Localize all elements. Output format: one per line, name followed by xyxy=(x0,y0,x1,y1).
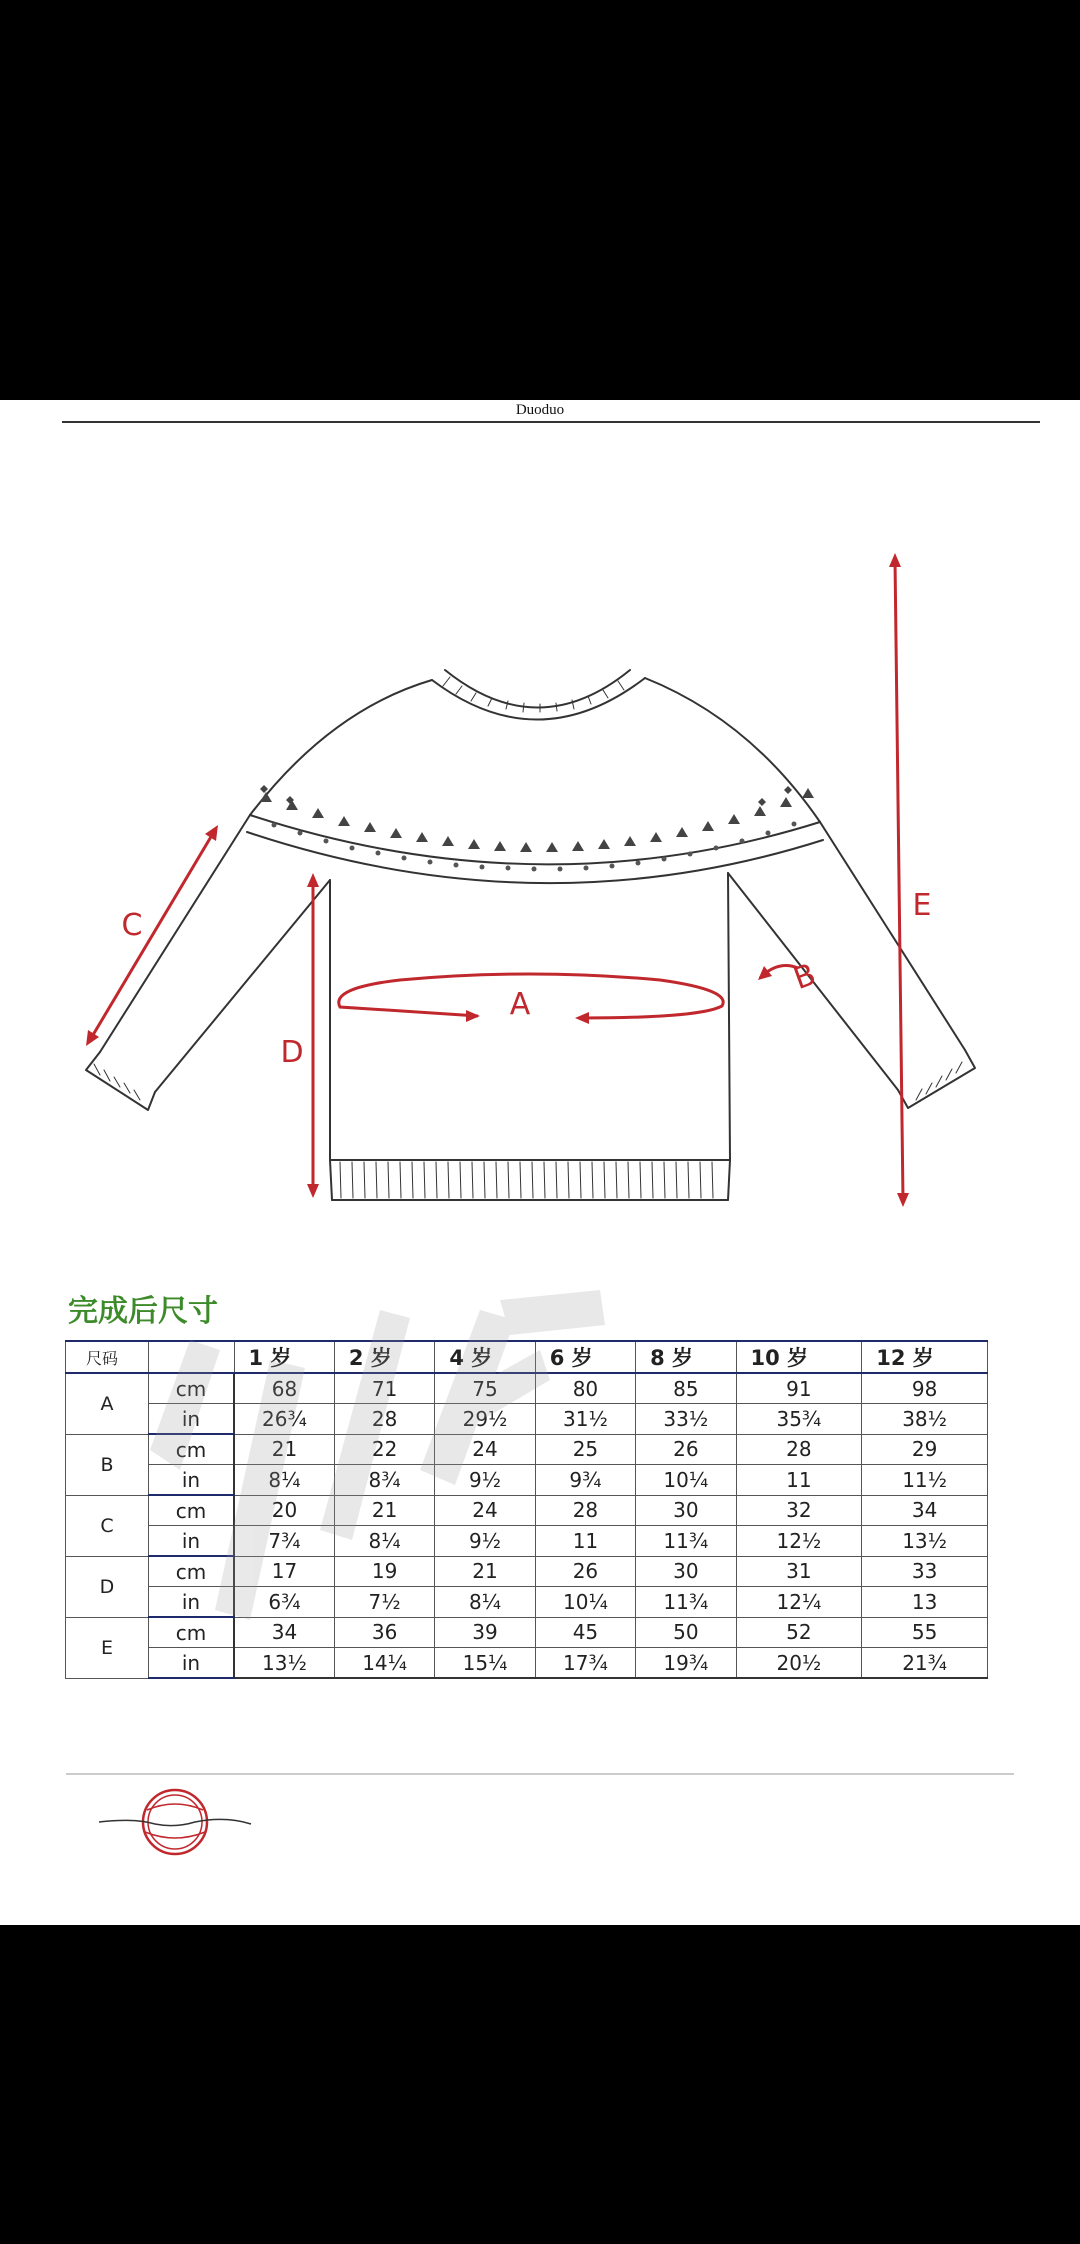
neckline-ribbing xyxy=(445,670,630,708)
page-header-title: Duoduo xyxy=(515,402,565,418)
measurement-label: C xyxy=(66,1495,149,1556)
measure-d-marker xyxy=(307,873,319,1198)
table-cell: 34 xyxy=(862,1495,988,1526)
size-table-header-row xyxy=(66,1341,988,1373)
table-cell: 12¼ xyxy=(736,1587,862,1618)
measure-label-d: D xyxy=(280,1035,304,1070)
table-cell: 8¼ xyxy=(435,1587,535,1618)
table-cell: 13½ xyxy=(234,1648,334,1679)
measure-label-a: A xyxy=(509,987,531,1022)
document-page xyxy=(0,400,1080,1925)
table-cell: 55 xyxy=(862,1617,988,1648)
unit-label: cm xyxy=(149,1556,235,1587)
size-column-header: 8 岁 xyxy=(636,1341,736,1373)
table-cell: 9½ xyxy=(435,1465,535,1496)
table-cell: 14¼ xyxy=(334,1648,434,1679)
table-cell: 17 xyxy=(234,1556,334,1587)
table-cell: 15¼ xyxy=(435,1648,535,1679)
table-row xyxy=(66,1373,988,1404)
unit-label: in xyxy=(149,1404,235,1435)
table-cell: 11½ xyxy=(862,1465,988,1496)
table-cell: 28 xyxy=(535,1495,635,1526)
table-row xyxy=(66,1495,988,1526)
table-cell: 6¾ xyxy=(234,1587,334,1618)
header-divider xyxy=(62,421,1040,423)
right-sleeve-outline xyxy=(820,822,965,1050)
measure-label-b: B xyxy=(789,957,821,998)
table-cell: 9½ xyxy=(435,1526,535,1557)
measurement-label: D xyxy=(66,1556,149,1617)
table-cell: 28 xyxy=(334,1404,434,1435)
size-column-header: 10 岁 xyxy=(736,1341,862,1373)
table-cell: 13½ xyxy=(862,1526,988,1557)
table-cell: 26 xyxy=(636,1434,736,1465)
unit-label: cm xyxy=(149,1617,235,1648)
table-cell: 45 xyxy=(535,1617,635,1648)
size-column-header: 4 岁 xyxy=(435,1341,535,1373)
unit-label: in xyxy=(149,1587,235,1618)
table-cell: 33 xyxy=(862,1556,988,1587)
table-cell: 9¾ xyxy=(535,1465,635,1496)
table-cell: 11¾ xyxy=(636,1526,736,1557)
table-cell: 8¼ xyxy=(334,1526,434,1557)
table-cell: 11¾ xyxy=(636,1587,736,1618)
table-cell: 7¾ xyxy=(234,1526,334,1557)
table-cell: 29½ xyxy=(435,1404,535,1435)
table-cell: 52 xyxy=(736,1617,862,1648)
table-cell: 20 xyxy=(234,1495,334,1526)
yoke-outline xyxy=(250,680,432,815)
table-row xyxy=(66,1648,988,1679)
unit-label: in xyxy=(149,1648,235,1679)
table-cell: 39 xyxy=(435,1617,535,1648)
size-column-header: 2 岁 xyxy=(334,1341,434,1373)
table-cell: 31 xyxy=(736,1556,862,1587)
table-cell: 26 xyxy=(535,1556,635,1587)
table-cell: 50 xyxy=(636,1617,736,1648)
table-cell: 19 xyxy=(334,1556,434,1587)
table-cell: 71 xyxy=(334,1373,434,1404)
size-column-header: 6 岁 xyxy=(535,1341,635,1373)
unit-label: in xyxy=(149,1465,235,1496)
table-cell: 91 xyxy=(736,1373,862,1404)
measure-label-e: E xyxy=(912,888,932,923)
size-column-header: 1 岁 xyxy=(234,1341,334,1373)
table-cell: 21¾ xyxy=(862,1648,988,1679)
table-cell: 75 xyxy=(435,1373,535,1404)
table-cell: 98 xyxy=(862,1373,988,1404)
table-row xyxy=(66,1587,988,1618)
table-cell: 38½ xyxy=(862,1404,988,1435)
table-cell: 24 xyxy=(435,1434,535,1465)
table-cell: 21 xyxy=(334,1495,434,1526)
measurement-label: E xyxy=(66,1617,149,1678)
table-row xyxy=(66,1526,988,1557)
table-cell: 35¾ xyxy=(736,1404,862,1435)
table-cell: 80 xyxy=(535,1373,635,1404)
measurement-label: A xyxy=(66,1373,149,1434)
footer-divider xyxy=(66,1773,1014,1775)
table-cell: 21 xyxy=(234,1434,334,1465)
table-row xyxy=(66,1465,988,1496)
section-title: 完成后尺寸 xyxy=(68,1294,218,1329)
table-row xyxy=(66,1434,988,1465)
yarn-ball-logo-icon xyxy=(95,1780,255,1870)
table-cell: 24 xyxy=(435,1495,535,1526)
size-column-header: 12 岁 xyxy=(862,1341,988,1373)
table-cell: 19¾ xyxy=(636,1648,736,1679)
table-cell: 17¾ xyxy=(535,1648,635,1679)
table-cell: 21 xyxy=(435,1556,535,1587)
table-row xyxy=(66,1617,988,1648)
table-row xyxy=(66,1556,988,1587)
table-cell: 29 xyxy=(862,1434,988,1465)
table-cell: 28 xyxy=(736,1434,862,1465)
unit-label: cm xyxy=(149,1434,235,1465)
measurement-label: B xyxy=(66,1434,149,1495)
table-row xyxy=(66,1404,988,1435)
table-cell: 30 xyxy=(636,1556,736,1587)
table-cell: 36 xyxy=(334,1617,434,1648)
table-cell: 11 xyxy=(535,1526,635,1557)
table-cell: 8¼ xyxy=(234,1465,334,1496)
table-cell: 34 xyxy=(234,1617,334,1648)
table-cell: 8¾ xyxy=(334,1465,434,1496)
table-cell: 26¾ xyxy=(234,1404,334,1435)
table-cell: 10¼ xyxy=(535,1587,635,1618)
table-cell: 85 xyxy=(636,1373,736,1404)
table-cell: 20½ xyxy=(736,1648,862,1679)
table-cell: 30 xyxy=(636,1495,736,1526)
table-cell: 22 xyxy=(334,1434,434,1465)
fair-isle-pattern xyxy=(260,785,814,852)
size-table-unit-header xyxy=(149,1341,235,1373)
table-cell: 12½ xyxy=(736,1526,862,1557)
unit-label: in xyxy=(149,1526,235,1557)
size-table xyxy=(65,1340,988,1679)
unit-label: cm xyxy=(149,1495,235,1526)
measure-label-c: C xyxy=(121,908,143,943)
table-cell: 13 xyxy=(862,1587,988,1618)
table-cell: 33½ xyxy=(636,1404,736,1435)
measure-c-marker xyxy=(86,825,218,1046)
size-table-corner-label: 尺码 xyxy=(66,1341,149,1373)
measure-a-marker xyxy=(339,974,723,1024)
table-cell: 31½ xyxy=(535,1404,635,1435)
measure-e-marker xyxy=(889,553,909,1207)
table-cell: 7½ xyxy=(334,1587,434,1618)
table-cell: 10¼ xyxy=(636,1465,736,1496)
table-cell: 68 xyxy=(234,1373,334,1404)
unit-label: cm xyxy=(149,1373,235,1404)
sweater-schematic xyxy=(60,480,1000,1260)
table-cell: 11 xyxy=(736,1465,862,1496)
table-cell: 32 xyxy=(736,1495,862,1526)
table-cell: 25 xyxy=(535,1434,635,1465)
